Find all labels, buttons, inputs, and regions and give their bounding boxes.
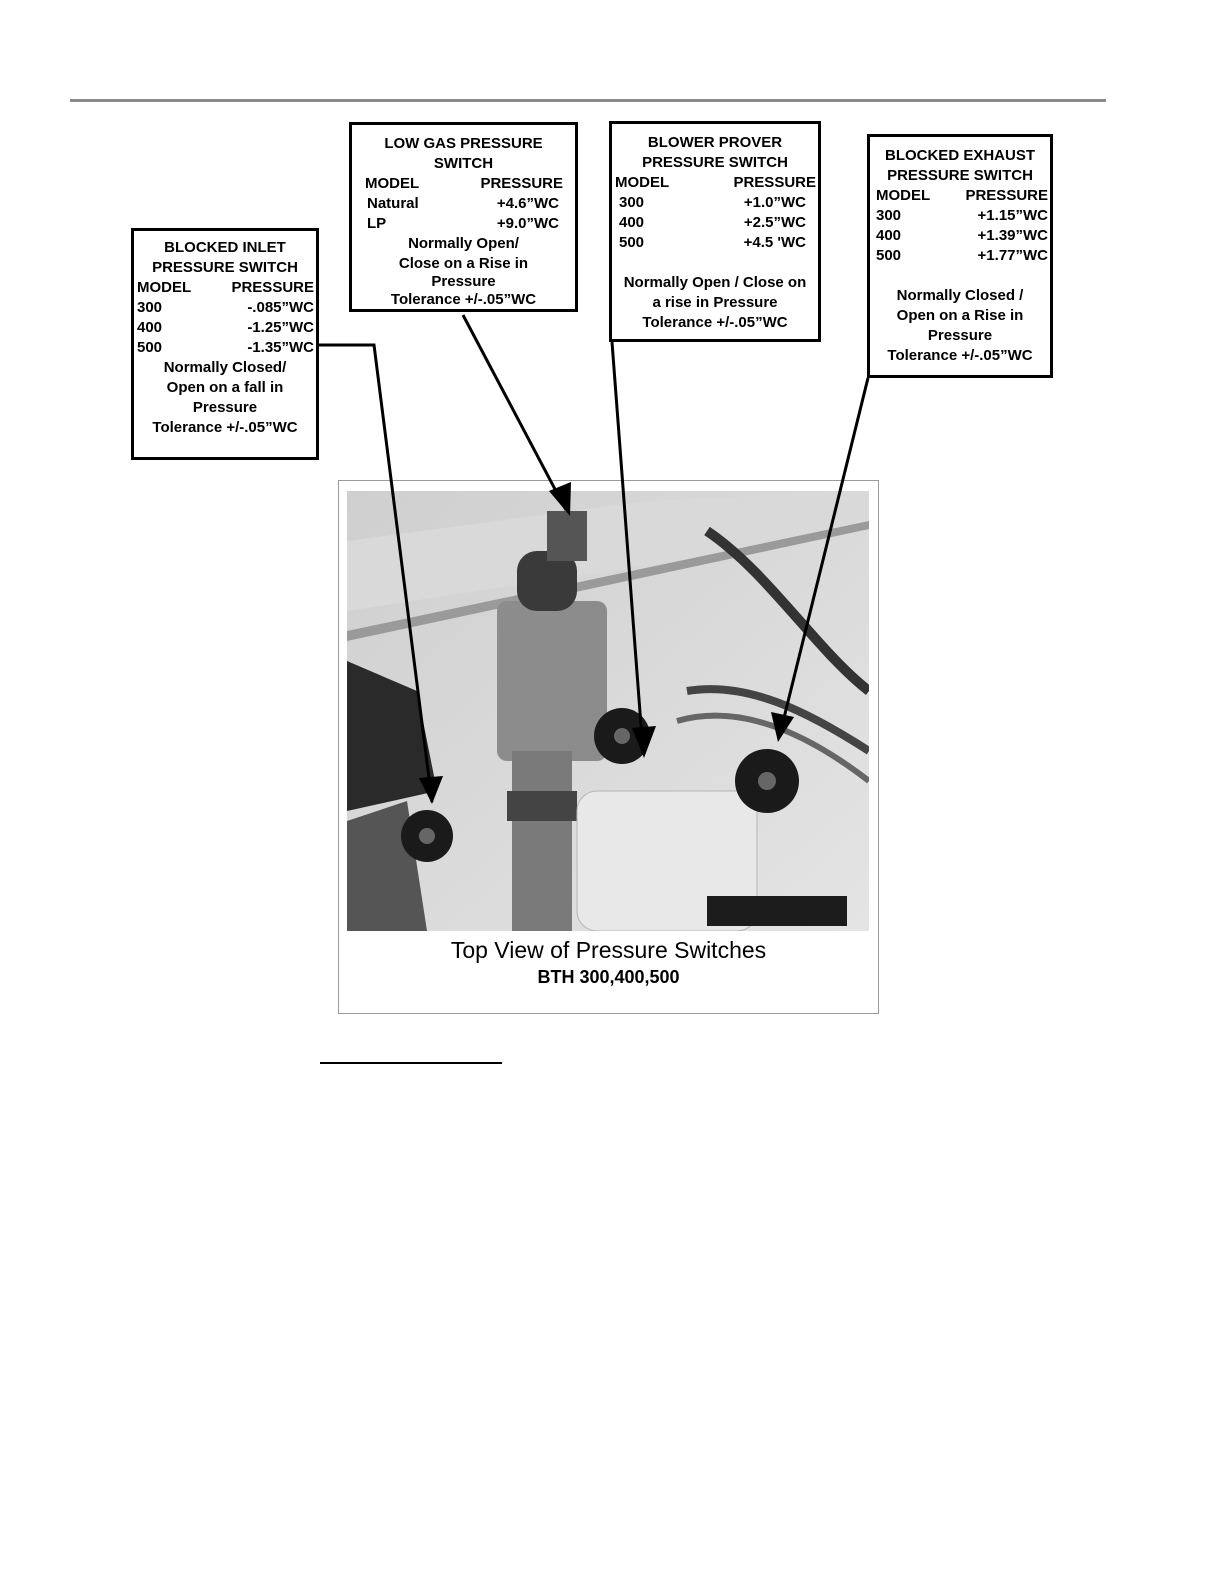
model-value: Natural bbox=[367, 195, 419, 212]
table-row bbox=[134, 318, 316, 338]
callout-note: Pressure bbox=[927, 327, 993, 344]
pressure-value: +9.0”WC bbox=[496, 215, 559, 232]
model-value: 400 bbox=[876, 227, 902, 244]
callout-title: PRESSURE SWITCH bbox=[642, 154, 788, 171]
callout-note: Normally Closed / bbox=[896, 287, 1024, 304]
pressure-value: +1.39”WC bbox=[977, 227, 1048, 244]
table-header bbox=[870, 186, 1050, 206]
model-value: 400 bbox=[619, 214, 645, 231]
table-row bbox=[870, 226, 1050, 246]
pressure-switches-photo bbox=[347, 491, 869, 931]
callout-title: BLOCKED INLET bbox=[164, 239, 286, 256]
col-pressure: PRESSURE bbox=[965, 187, 1048, 204]
pressure-value: +4.6”WC bbox=[496, 195, 559, 212]
figure-frame bbox=[338, 480, 879, 1014]
table-row bbox=[612, 213, 818, 233]
callout-note: a rise in Pressure bbox=[652, 294, 778, 311]
table-row bbox=[134, 338, 316, 358]
table-row bbox=[612, 193, 818, 213]
figure-caption-models: BTH 300,400,500 bbox=[537, 967, 680, 987]
col-model: MODEL bbox=[615, 174, 670, 191]
table-header bbox=[134, 278, 316, 298]
callout-note: Pressure bbox=[192, 399, 258, 416]
callout-title: PRESSURE SWITCH bbox=[887, 167, 1033, 184]
col-model: MODEL bbox=[365, 175, 420, 192]
callout-note: Open on a Rise in bbox=[896, 307, 1024, 324]
table-row bbox=[134, 298, 316, 318]
pressure-value: +2.5”WC bbox=[743, 214, 806, 231]
table-row bbox=[870, 246, 1050, 266]
model-value: 500 bbox=[137, 339, 163, 356]
callout-low-gas bbox=[349, 122, 578, 312]
callout-note: Close on a Rise in bbox=[398, 255, 529, 272]
table-header bbox=[352, 174, 575, 194]
table-row bbox=[612, 233, 818, 253]
col-pressure: PRESSURE bbox=[231, 279, 314, 296]
callout-title: LOW GAS PRESSURE bbox=[384, 135, 543, 152]
callout-note: Open on a fall in bbox=[166, 379, 284, 396]
table-row bbox=[352, 194, 575, 214]
callout-note: Tolerance +/-.05”WC bbox=[390, 291, 537, 308]
callout-note: Tolerance +/-.05”WC bbox=[887, 347, 1033, 364]
callout-title: BLOCKED EXHAUST bbox=[884, 147, 1035, 164]
model-value: 500 bbox=[619, 234, 645, 251]
callout-note: Tolerance +/-.05”WC bbox=[642, 314, 788, 331]
pressure-value: +4.5 'WC bbox=[743, 234, 806, 251]
callout-note: Normally Open/ bbox=[408, 235, 519, 252]
callout-blocked-inlet bbox=[131, 228, 319, 460]
model-value: 300 bbox=[876, 207, 902, 224]
callout-title: BLOWER PROVER bbox=[647, 134, 783, 151]
callout-note: Tolerance +/-.05”WC bbox=[152, 419, 298, 436]
callout-blower-prover bbox=[609, 121, 821, 342]
pressure-value: -1.35”WC bbox=[247, 339, 314, 356]
model-value: LP bbox=[367, 215, 387, 232]
pressure-value: -1.25”WC bbox=[247, 319, 314, 336]
callout-note: Normally Open / Close on bbox=[623, 274, 807, 291]
model-value: 300 bbox=[619, 194, 645, 211]
col-pressure: PRESSURE bbox=[480, 175, 563, 192]
col-model: MODEL bbox=[876, 187, 931, 204]
model-value: 300 bbox=[137, 299, 163, 316]
pressure-value: -.085”WC bbox=[247, 299, 314, 316]
table-row bbox=[352, 214, 575, 234]
model-value: 500 bbox=[876, 247, 902, 264]
pressure-value: +1.77”WC bbox=[977, 247, 1048, 264]
figure-caption-title: Top View of Pressure Switches bbox=[450, 937, 767, 963]
callout-title: PRESSURE SWITCH bbox=[152, 259, 298, 276]
model-value: 400 bbox=[137, 319, 163, 336]
blank-underline bbox=[320, 1062, 502, 1064]
callout-note: Pressure bbox=[431, 273, 496, 290]
pressure-value: +1.15”WC bbox=[977, 207, 1048, 224]
callout-title: SWITCH bbox=[433, 155, 494, 172]
table-header bbox=[612, 173, 818, 193]
pressure-value: +1.0”WC bbox=[743, 194, 806, 211]
col-pressure: PRESSURE bbox=[733, 174, 816, 191]
top-rule bbox=[70, 99, 1106, 102]
col-model: MODEL bbox=[137, 279, 192, 296]
table-row bbox=[870, 206, 1050, 226]
callout-blocked-exhaust bbox=[867, 134, 1053, 378]
callout-note: Normally Closed/ bbox=[163, 359, 287, 376]
